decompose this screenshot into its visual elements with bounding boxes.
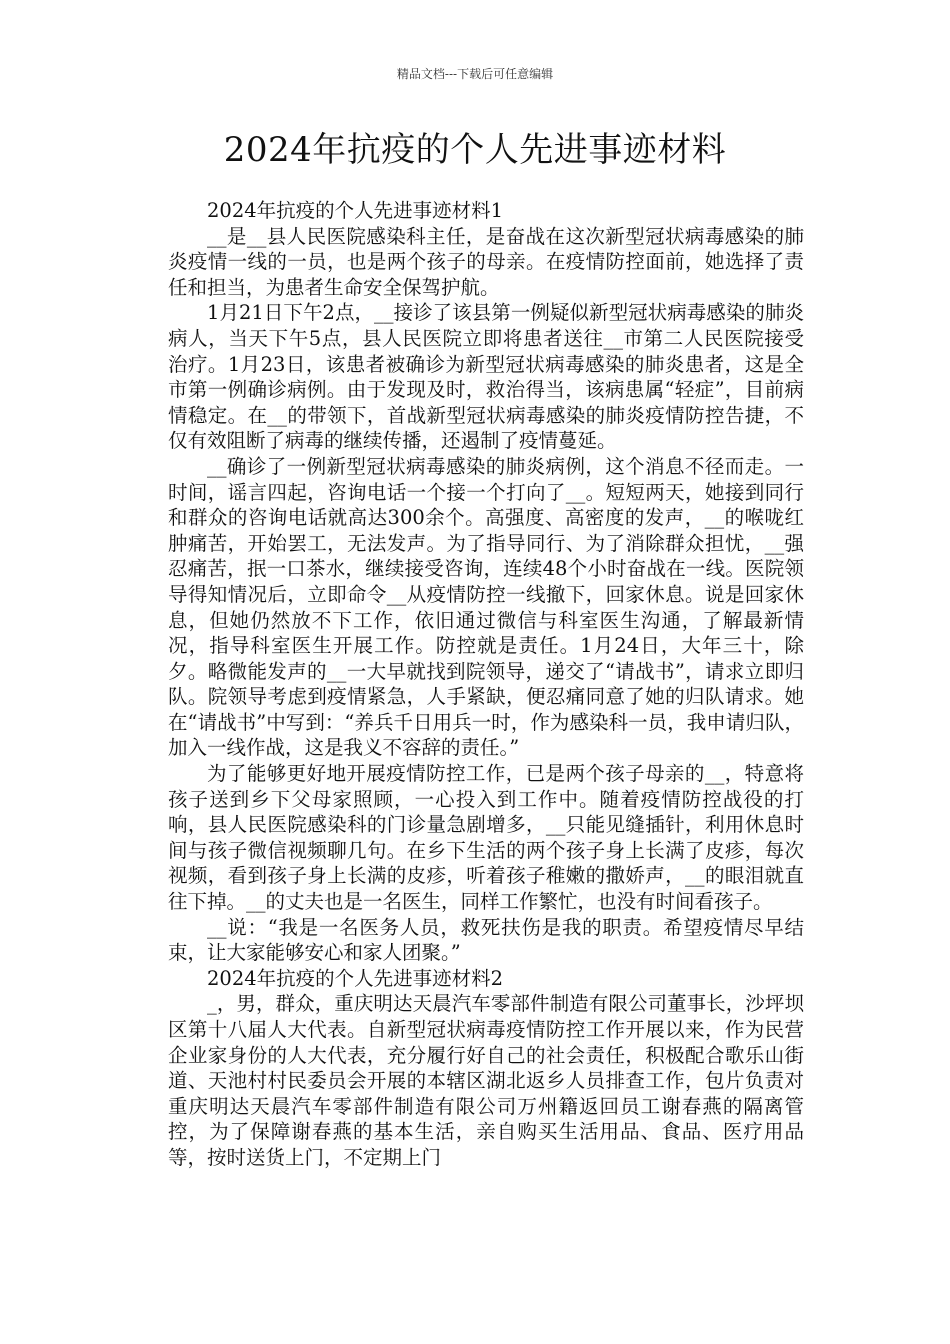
paragraph: 1月21日下午2点，__接诊了该县第一例疑似新型冠状病毒感染的肺炎病人，当天下午5点，县人民医院立即将患者送往__市第二人民医院接受治疗。1月23日，该患者被确诊为新型冠状病毒感染的肺炎患者，这是全市第一例确诊病例。由于发现及时，救治得当，该病患属“轻症”，目前病情稳定。在__的带领下，首战新型冠状病毒感染的肺炎疫情防控告捷，不仅有效阻断了病毒的继续传播，还遏制了疫情蔓延。: [168, 301, 804, 453]
section-heading-2: 2024年抗疫的个人先进事迹材料2: [207, 966, 504, 990]
paragraph: _，男，群众，重庆明达天晨汽车零部件制造有限公司董事长，沙坪坝区第十八届人大代表。自新型冠状病毒疫情防控工作开展以来，作为民营企业家身份的人大代表，充分履行好自己的社会责任，积极配合歌乐山街道、天池村村民委员会开展的本辖区湖北返乡人员排查工作，包片负责对重庆明达天晨汽车零部件制造有限公司万州籍返回员工谢春燕的隔离管控，为了保障谢春燕的基本生活，亲自购买生活用品、食品、医疗用品等，按时送货上门，不定期上门: [168, 992, 804, 1169]
paragraph: __确诊了一例新型冠状病毒感染的肺炎病例，这个消息不径而走。一时间，谣言四起，咨询电话一个接一个打向了__。短短两天，她接到同行和群众的咨询电话就高达300余个。高强度、高密度的发声，__的喉咙红肿痛苦，开始罢工，无法发声。为了指导同行、为了消除群众担忧，__强忍痛苦，抿一口茶水，继续接受咨询，连续48个小时奋战在一线。医院领导得知情况后，立即命令__从疫情防控一线撤下，回家休息。说是回家休息，但她仍然放不下工作，依旧通过微信与科室医生沟通，了解最新情况，指导科室医生开展工作。防控就是责任。1月24日，大年三十，除夕。略微能发声的__一大早就找到院领导，递交了“请战书”，请求立即归队。院领导考虑到疫情紧急，人手紧缺，便忍痛同意了她的归队请求。她在“请战书”中写到：“养兵千日用兵一时，作为感染科一员，我申请归队，加入一线作战，这是我义不容辞的责任。”: [168, 454, 804, 760]
paragraph: 为了能够更好地开展疫情防控工作，已是两个孩子母亲的__，特意将孩子送到乡下父母家照顾，一心投入到工作中。随着疫情防控战役的打响，县人民医院感染科的门诊量急剧增多，__只能见缝插针，利用休息时间与孩子微信视频聊几句。在乡下生活的两个孩子身上长满了皮疹，每次视频，看到孩子身上长满的皮疹，听着孩子稚嫩的撒娇声，__的眼泪就直往下掉。__的丈夫也是一名医生，同样工作繁忙，也没有时间看孩子。: [168, 762, 804, 914]
document-title: 2024年抗疫的个人先进事迹材料: [223, 130, 727, 170]
document-body: [168, 198, 804, 1171]
paragraph: __说：“我是一名医务人员，救死扶伤是我的职责。希望疫情尽早结束，让大家能够安心和家人团聚。”: [168, 915, 804, 965]
paragraph: __是__县人民医院感染科主任，是奋战在这次新型冠状病毒感染的肺炎疫情一线的一员，也是两个孩子的母亲。在疫情防控面前，她选择了责任和担当，为患者生命安全保驾护航。: [168, 224, 804, 299]
section-heading-1: 2024年抗疫的个人先进事迹材料1: [207, 199, 504, 222]
header-note: 精品文档---下载后可任意编辑: [396, 67, 554, 81]
